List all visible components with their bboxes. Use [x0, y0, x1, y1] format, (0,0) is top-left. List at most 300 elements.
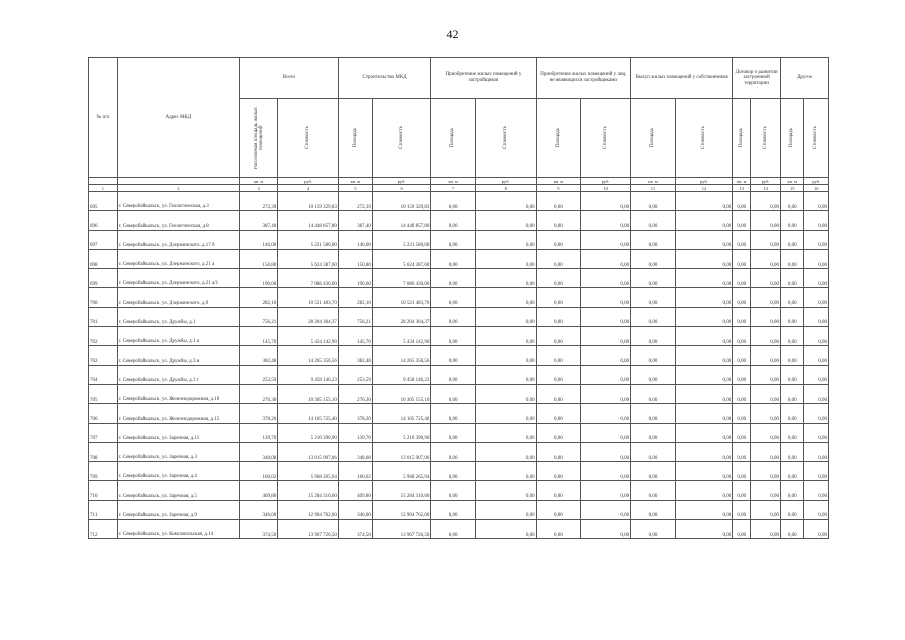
row-zero-value: 0,00 [581, 269, 631, 288]
row-zero-value: 0,00 [675, 423, 732, 442]
row-zero-value: 0,00 [781, 269, 804, 288]
row-zero-value: 0,00 [751, 442, 781, 461]
row-construction-area: 378,20 [338, 404, 372, 423]
header-unit: руб. [475, 178, 536, 185]
row-zero-value: 0,00 [804, 500, 829, 519]
header-unit: руб. [372, 178, 430, 185]
row-construction-area: 346,00 [338, 500, 372, 519]
row-zero-value: 0,00 [781, 346, 804, 365]
header-unit: руб. [751, 178, 781, 185]
row-zero-value: 0,00 [733, 442, 751, 461]
header-column-number: 13 [733, 185, 751, 192]
header-subcolumn [581, 99, 631, 178]
header-column-number: 7 [431, 185, 476, 192]
table-row [89, 462, 829, 481]
header-unit: кв. м [536, 178, 581, 185]
row-total-cost: 5 968 265,94 [278, 462, 339, 481]
row-zero-value: 0,00 [751, 230, 781, 249]
row-zero-value: 0,00 [733, 481, 751, 500]
row-zero-value: 0,00 [751, 307, 781, 326]
table-row [89, 327, 829, 346]
row-address: г. Северобайкальск, ул. Заречная, д.5 [117, 481, 239, 500]
table-row [89, 307, 829, 326]
row-zero-value: 0,00 [733, 462, 751, 481]
header-subcolumn-label: Стоимость [813, 126, 819, 150]
row-address: г. Северобайкальск, ул. Дружбы, д.3 в [117, 346, 239, 365]
table-row [89, 520, 829, 539]
row-total-area: 282,10 [239, 288, 277, 307]
row-zero-value: 0,00 [751, 423, 781, 442]
header-subcolumn-label: Стоимость [701, 126, 707, 150]
header-subcolumn-label: Площадь [738, 128, 744, 148]
row-address: г. Северобайкальск, ул. Дзержинского, д.17 б [117, 230, 239, 249]
row-zero-value: 0,00 [475, 442, 536, 461]
table-row [89, 442, 829, 461]
row-zero-value: 0,00 [581, 230, 631, 249]
row-zero-value: 0,00 [475, 211, 536, 230]
header-column-number: 11 [631, 185, 676, 192]
row-number: 706 [89, 404, 118, 423]
row-total-area: 382,48 [239, 346, 277, 365]
row-zero-value: 0,00 [804, 327, 829, 346]
row-number: 705 [89, 384, 118, 403]
row-zero-value: 0,00 [675, 384, 732, 403]
row-zero-value: 0,00 [581, 192, 631, 211]
row-zero-value: 0,00 [804, 520, 829, 539]
header-subcolumn [278, 99, 339, 178]
row-construction-cost: 5 221 580,00 [372, 230, 430, 249]
row-zero-value: 0,00 [781, 423, 804, 442]
row-zero-value: 0,00 [733, 249, 751, 268]
table-row [89, 500, 829, 519]
row-zero-value: 0,00 [631, 192, 676, 211]
row-zero-value: 0,00 [536, 211, 581, 230]
header-unit: руб. [581, 178, 631, 185]
row-zero-value: 0,00 [675, 442, 732, 461]
row-zero-value: 0,00 [581, 481, 631, 500]
row-construction-cost: 5 968 265,94 [372, 462, 430, 481]
row-zero-value: 0,00 [581, 288, 631, 307]
row-construction-area: 382,48 [338, 346, 372, 365]
row-zero-value: 0,00 [804, 481, 829, 500]
row-zero-value: 0,00 [733, 520, 751, 539]
header-column-number: 6 [372, 185, 430, 192]
row-zero-value: 0,00 [804, 404, 829, 423]
row-zero-value: 0,00 [733, 404, 751, 423]
table-row [89, 230, 829, 249]
table-body [89, 192, 829, 539]
row-zero-value: 0,00 [631, 462, 676, 481]
row-zero-value: 0,00 [431, 481, 476, 500]
header-column-number: 9 [536, 185, 581, 192]
row-zero-value: 0,00 [751, 481, 781, 500]
row-total-cost: 13 967 726,50 [278, 520, 339, 539]
row-number: 710 [89, 481, 118, 500]
row-construction-area: 348,08 [338, 442, 372, 461]
row-zero-value: 0,00 [475, 192, 536, 211]
row-zero-value: 0,00 [781, 520, 804, 539]
row-total-cost: 12 904 762,00 [278, 500, 339, 519]
row-zero-value: 0,00 [675, 346, 732, 365]
row-address: г. Северобайкальск, ул. Заречная, д.4 [117, 462, 239, 481]
row-zero-value: 0,00 [631, 481, 676, 500]
row-zero-value: 0,00 [751, 462, 781, 481]
row-zero-value: 0,00 [804, 462, 829, 481]
row-construction-cost: 28 204 364,37 [372, 307, 430, 326]
header-subcolumn [804, 99, 829, 178]
row-total-cost: 10 159 329,83 [278, 192, 339, 211]
row-zero-value: 0,00 [581, 346, 631, 365]
header-group: Всего [239, 58, 338, 99]
row-zero-value: 0,00 [733, 269, 751, 288]
row-zero-value: 0,00 [751, 288, 781, 307]
row-zero-value: 0,00 [536, 462, 581, 481]
row-zero-value: 0,00 [675, 307, 732, 326]
row-zero-value: 0,00 [631, 365, 676, 384]
row-zero-value: 0,00 [431, 346, 476, 365]
row-zero-value: 0,00 [751, 520, 781, 539]
row-zero-value: 0,00 [781, 211, 804, 230]
header-unit-empty [89, 178, 118, 185]
row-zero-value: 0,00 [475, 481, 536, 500]
header-number: № п/п [89, 58, 118, 178]
header-unit: руб. [675, 178, 732, 185]
row-zero-value: 0,00 [804, 365, 829, 384]
header-column-number: 12 [675, 185, 732, 192]
row-zero-value: 0,00 [733, 211, 751, 230]
header-subcolumn [431, 99, 476, 178]
row-total-cost: 7 086 430,00 [278, 269, 339, 288]
row-zero-value: 0,00 [431, 230, 476, 249]
header-column-number: 14 [751, 185, 781, 192]
row-zero-value: 0,00 [581, 384, 631, 403]
row-zero-value: 0,00 [804, 269, 829, 288]
row-zero-value: 0,00 [475, 500, 536, 519]
row-zero-value: 0,00 [781, 442, 804, 461]
header-subcolumn-label: Стоимость [398, 126, 404, 150]
row-construction-area: 139,70 [338, 423, 372, 442]
row-number: 709 [89, 462, 118, 481]
row-zero-value: 0,00 [431, 423, 476, 442]
row-zero-value: 0,00 [536, 404, 581, 423]
row-zero-value: 0,00 [804, 249, 829, 268]
row-number: 700 [89, 288, 118, 307]
row-total-area: 190,00 [239, 269, 277, 288]
header-subcolumn-label: Стоимость [602, 126, 608, 150]
row-construction-cost: 13 967 726,50 [372, 520, 430, 539]
row-zero-value: 0,00 [733, 500, 751, 519]
row-zero-value: 0,00 [536, 192, 581, 211]
row-construction-area: 387,40 [338, 211, 372, 230]
row-zero-value: 0,00 [475, 269, 536, 288]
row-number: 704 [89, 365, 118, 384]
row-zero-value: 0,00 [804, 192, 829, 211]
row-zero-value: 0,00 [733, 307, 751, 326]
row-zero-value: 0,00 [631, 230, 676, 249]
row-construction-cost: 14 105 725,40 [372, 404, 430, 423]
row-zero-value: 0,00 [751, 327, 781, 346]
row-total-area: 756,21 [239, 307, 277, 326]
table-row [89, 211, 829, 230]
header-subcolumn-label: Площадь [555, 128, 561, 148]
row-zero-value: 0,00 [751, 404, 781, 423]
header-subcolumn-label: Стоимость [762, 126, 768, 150]
row-construction-area: 160,02 [338, 462, 372, 481]
row-zero-value: 0,00 [631, 442, 676, 461]
table-row [89, 365, 829, 384]
row-number: 708 [89, 442, 118, 461]
row-total-area: 387,40 [239, 211, 277, 230]
table-row [89, 423, 829, 442]
row-zero-value: 0,00 [631, 346, 676, 365]
row-construction-area: 409,80 [338, 481, 372, 500]
row-zero-value: 0,00 [475, 365, 536, 384]
row-total-cost: 14 448 857,80 [278, 211, 339, 230]
row-number: 707 [89, 423, 118, 442]
row-total-cost: 14 105 725,40 [278, 404, 339, 423]
row-zero-value: 0,00 [733, 384, 751, 403]
row-zero-value: 0,00 [475, 462, 536, 481]
row-zero-value: 0,00 [431, 520, 476, 539]
row-zero-value: 0,00 [431, 192, 476, 211]
row-construction-area: 282,10 [338, 288, 372, 307]
row-zero-value: 0,00 [631, 327, 676, 346]
row-zero-value: 0,00 [751, 211, 781, 230]
row-zero-value: 0,00 [751, 365, 781, 384]
row-number: 695 [89, 192, 118, 211]
header-row-groups [89, 58, 829, 99]
row-construction-area: 272,39 [338, 192, 372, 211]
row-zero-value: 0,00 [781, 384, 804, 403]
header-subcolumn [536, 99, 581, 178]
row-total-cost: 15 284 310,60 [278, 481, 339, 500]
row-construction-cost: 15 284 310,60 [372, 481, 430, 500]
header-column-number: 10 [581, 185, 631, 192]
row-construction-cost: 14 448 857,80 [372, 211, 430, 230]
row-construction-area: 374,50 [338, 520, 372, 539]
header-group: Приобретение жилых помещений у застройщиков [431, 58, 536, 99]
header-group: Выкуп жилых помещений у собственников [631, 58, 733, 99]
header-column-number: 3 [239, 185, 277, 192]
row-total-area: 140,00 [239, 230, 277, 249]
row-address: г. Северобайкальск, ул. Дружбы, д.1 [117, 307, 239, 326]
row-number: 701 [89, 307, 118, 326]
row-zero-value: 0,00 [431, 384, 476, 403]
row-zero-value: 0,00 [804, 346, 829, 365]
header-unit: кв. м [338, 178, 372, 185]
row-zero-value: 0,00 [733, 288, 751, 307]
row-total-cost: 5 221 580,00 [278, 230, 339, 249]
row-construction-cost: 5 624 387,60 [372, 249, 430, 268]
table-row [89, 481, 829, 500]
row-zero-value: 0,00 [631, 500, 676, 519]
row-zero-value: 0,00 [781, 230, 804, 249]
row-zero-value: 0,00 [675, 211, 732, 230]
row-zero-value: 0,00 [475, 249, 536, 268]
row-zero-value: 0,00 [431, 211, 476, 230]
row-zero-value: 0,00 [631, 520, 676, 539]
header-subcolumn-label: Расселяемая площадь жилых помещений [253, 107, 264, 169]
row-construction-cost: 9 458 146,23 [372, 365, 430, 384]
row-zero-value: 0,00 [781, 307, 804, 326]
row-zero-value: 0,00 [431, 249, 476, 268]
row-construction-cost: 7 086 430,00 [372, 269, 430, 288]
row-zero-value: 0,00 [675, 288, 732, 307]
row-zero-value: 0,00 [751, 384, 781, 403]
row-zero-value: 0,00 [536, 288, 581, 307]
row-zero-value: 0,00 [475, 384, 536, 403]
header-group: Строительство МКД [338, 58, 431, 99]
header-subcolumn [733, 99, 751, 178]
row-zero-value: 0,00 [804, 384, 829, 403]
row-zero-value: 0,00 [431, 500, 476, 519]
row-zero-value: 0,00 [581, 249, 631, 268]
row-number: 697 [89, 230, 118, 249]
row-construction-area: 150,80 [338, 249, 372, 268]
header-subcolumn [372, 99, 430, 178]
row-zero-value: 0,00 [631, 269, 676, 288]
header-group: Договор о развитии застроенной территории [733, 58, 781, 99]
row-construction-cost: 10 521 483,70 [372, 288, 430, 307]
header-subcolumn-label: Площадь [789, 128, 795, 148]
row-zero-value: 0,00 [631, 404, 676, 423]
row-zero-value: 0,00 [536, 307, 581, 326]
row-zero-value: 0,00 [781, 500, 804, 519]
header-column-number: 5 [338, 185, 372, 192]
row-zero-value: 0,00 [675, 365, 732, 384]
header-group: Другое [781, 58, 829, 99]
row-number: 702 [89, 327, 118, 346]
row-zero-value: 0,00 [631, 307, 676, 326]
row-construction-cost: 13 015 907,06 [372, 442, 430, 461]
header-column-number: 15 [781, 185, 804, 192]
row-zero-value: 0,00 [804, 288, 829, 307]
row-zero-value: 0,00 [475, 230, 536, 249]
row-address: г. Северобайкальск, ул. Дружбы, д.3 г [117, 365, 239, 384]
row-total-area: 272,39 [239, 192, 277, 211]
row-total-cost: 28 204 364,37 [278, 307, 339, 326]
row-zero-value: 0,00 [581, 365, 631, 384]
row-total-area: 253,59 [239, 365, 277, 384]
row-zero-value: 0,00 [581, 520, 631, 539]
row-zero-value: 0,00 [581, 442, 631, 461]
row-construction-area: 190,00 [338, 269, 372, 288]
header-column-number: 4 [278, 185, 339, 192]
row-address: г. Северобайкальск, ул. Заречная, д.3 [117, 442, 239, 461]
row-zero-value: 0,00 [675, 462, 732, 481]
page-number: 42 [446, 27, 459, 41]
row-zero-value: 0,00 [581, 211, 631, 230]
row-construction-cost: 12 904 762,00 [372, 500, 430, 519]
row-zero-value: 0,00 [751, 346, 781, 365]
row-total-area: 378,20 [239, 404, 277, 423]
row-number: 698 [89, 249, 118, 268]
row-zero-value: 0,00 [475, 307, 536, 326]
row-address: г. Северобайкальск, ул. Геологическая, д.3 [117, 192, 239, 211]
row-address: г. Северобайкальск, ул. Заречная, д.9 [117, 500, 239, 519]
row-zero-value: 0,00 [781, 462, 804, 481]
header-subcolumn-label: Площадь [650, 128, 656, 148]
row-zero-value: 0,00 [581, 423, 631, 442]
row-number: 712 [89, 520, 118, 539]
header-unit: кв. м [431, 178, 476, 185]
header-group: Приобретение жилых помещений у лиц, не являющихся застройщиками [536, 58, 631, 99]
row-construction-area: 756,21 [338, 307, 372, 326]
row-zero-value: 0,00 [536, 249, 581, 268]
row-zero-value: 0,00 [781, 192, 804, 211]
header-unit: кв. м [631, 178, 676, 185]
table-row [89, 192, 829, 211]
row-total-cost: 13 015 907,06 [278, 442, 339, 461]
row-total-area: 139,70 [239, 423, 277, 442]
row-zero-value: 0,00 [631, 211, 676, 230]
row-total-area: 160,02 [239, 462, 277, 481]
row-number: 711 [89, 500, 118, 519]
row-zero-value: 0,00 [675, 404, 732, 423]
row-total-area: 150,80 [239, 249, 277, 268]
row-address: г. Северобайкальск, ул. Геологическая, д.8 [117, 211, 239, 230]
header-unit: руб. [278, 178, 339, 185]
header-column-number: 2 [117, 185, 239, 192]
row-zero-value: 0,00 [536, 269, 581, 288]
row-zero-value: 0,00 [475, 288, 536, 307]
row-zero-value: 0,00 [581, 500, 631, 519]
header-unit: кв. м [781, 178, 804, 185]
row-zero-value: 0,00 [475, 404, 536, 423]
row-construction-area: 253,59 [338, 365, 372, 384]
row-address: г. Северобайкальск, ул. Заречная, д.11 [117, 423, 239, 442]
row-zero-value: 0,00 [475, 520, 536, 539]
row-zero-value: 0,00 [431, 307, 476, 326]
header-subcolumn [475, 99, 536, 178]
header-subcolumn [751, 99, 781, 178]
row-zero-value: 0,00 [675, 327, 732, 346]
row-zero-value: 0,00 [631, 423, 676, 442]
row-zero-value: 0,00 [536, 500, 581, 519]
row-total-cost: 5 210 390,90 [278, 423, 339, 442]
header-subcolumn [675, 99, 732, 178]
row-zero-value: 0,00 [675, 500, 732, 519]
row-zero-value: 0,00 [804, 230, 829, 249]
header-subcolumn [631, 99, 676, 178]
row-zero-value: 0,00 [536, 481, 581, 500]
row-zero-value: 0,00 [536, 327, 581, 346]
row-total-cost: 5 624 387,60 [278, 249, 339, 268]
row-zero-value: 0,00 [751, 249, 781, 268]
row-address: г. Северобайкальск, ул. Комсомольская, д.14 [117, 520, 239, 539]
row-zero-value: 0,00 [733, 423, 751, 442]
header-column-number: 1 [89, 185, 118, 192]
row-zero-value: 0,00 [733, 346, 751, 365]
row-zero-value: 0,00 [431, 288, 476, 307]
row-zero-value: 0,00 [675, 192, 732, 211]
row-zero-value: 0,00 [751, 500, 781, 519]
row-zero-value: 0,00 [804, 442, 829, 461]
row-zero-value: 0,00 [581, 307, 631, 326]
header-unit: кв. м [239, 178, 277, 185]
row-total-area: 374,50 [239, 520, 277, 539]
header-unit: руб. [804, 178, 829, 185]
row-number: 703 [89, 346, 118, 365]
table-row [89, 346, 829, 365]
row-zero-value: 0,00 [631, 384, 676, 403]
table-row [89, 249, 829, 268]
row-address: г. Северобайкальск, ул. Железнодорожная, д.10 [117, 384, 239, 403]
row-zero-value: 0,00 [675, 230, 732, 249]
row-total-cost: 10 521 483,70 [278, 288, 339, 307]
table-row [89, 404, 829, 423]
row-total-area: 276,30 [239, 384, 277, 403]
